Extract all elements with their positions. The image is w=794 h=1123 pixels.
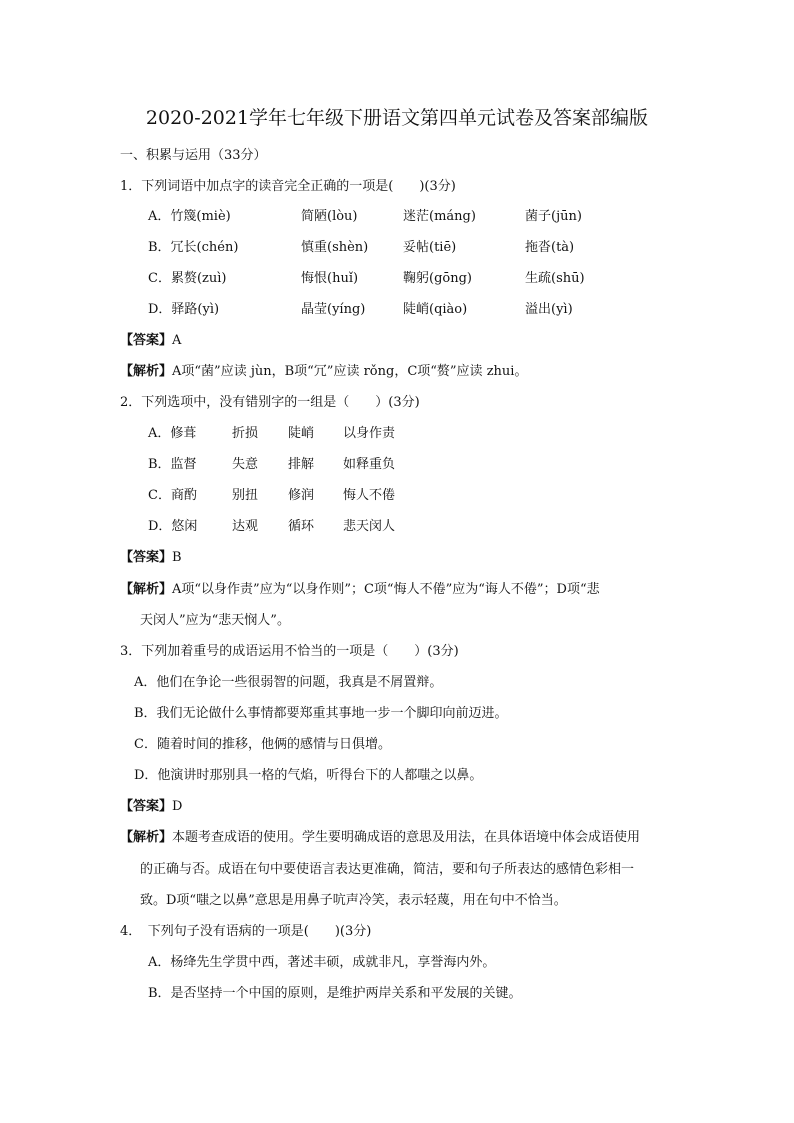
q2-option-d-4: 悲天闵人 — [343, 519, 396, 534]
question-4-stem: 4． 下列句子没有语病的一项是( )(3分) — [120, 924, 372, 939]
q1-option-b-1: B．冗长(chén) — [148, 240, 239, 255]
q1-option-a-4: 菌子(jūn) — [525, 209, 582, 224]
q3-option-c: C．随着时间的推移，他俩的感情与日俱增。 — [134, 737, 391, 752]
q1-option-c-4: 生疏(shū) — [525, 271, 585, 286]
analysis-text-line1: A项“以身作责”应为“以身作则”；C项“悔人不倦”应为“诲人不倦”；D项“悲 — [172, 582, 600, 597]
q2-analysis-line2: 天闵人”应为“悲天悯人”。 — [140, 613, 290, 628]
q2-option-c-3: 修润 — [288, 488, 315, 503]
q2-option-b-3: 排解 — [288, 457, 315, 472]
q3-analysis-line2: 的正确与否。成语在句中要使语言表达更准确，简洁，要和句子所表达的感情色彩相一 — [140, 862, 635, 877]
q2-option-a-3: 陡峭 — [288, 426, 315, 441]
q1-option-c-2: 悔恨(huǐ) — [301, 271, 359, 286]
q2-option-a-4: 以身作责 — [343, 426, 396, 441]
q1-option-d-1: D．驿路(yì) — [148, 302, 220, 317]
q3-option-b: B．我们无论做什么事情都要郑重其事地一步一个脚印向前迈进。 — [134, 706, 508, 721]
answer-value: B — [172, 550, 182, 565]
q2-option-b-2: 失意 — [232, 457, 259, 472]
q1-option-d-4: 溢出(yì) — [525, 302, 573, 317]
q2-option-a-1: A．修葺 — [148, 426, 197, 441]
q1-analysis — [120, 362, 527, 382]
q1-option-d-2: 晶莹(yíng) — [301, 302, 366, 317]
q2-option-d-1: D．悠闲 — [148, 519, 198, 534]
answer-label: 【答案】 — [120, 550, 173, 565]
q2-option-d-3: 循环 — [288, 519, 315, 534]
q4-option-b: B．是否坚持一个中国的原则，是维护两岸关系和平发展的关键。 — [148, 986, 522, 1001]
q2-option-b-1: B．监督 — [148, 457, 197, 472]
question-2-stem: 2．下列选项中，没有错别字的一组是（ ）(3分) — [120, 395, 420, 410]
analysis-label: 【解析】 — [120, 830, 173, 845]
page-title: 2020-2021学年七年级下册语文第四单元试卷及答案部编版 — [145, 107, 649, 129]
question-1-stem: 1．下列词语中加点字的读音完全正确的一项是( )(3分) — [120, 179, 456, 194]
q2-option-c-2: 别扭 — [232, 488, 259, 503]
q1-option-c-1: C．累赘(zuì) — [148, 271, 227, 286]
answer-label: 【答案】 — [120, 333, 173, 348]
answer-label: 【答案】 — [120, 799, 173, 814]
analysis-text: A项“菌”应读 jùn，B项“冗”应读 rǒng，C项“赘”应读 zhui。 — [172, 364, 528, 379]
q3-analysis-line3: 致。D项“嗤之以鼻”意思是用鼻子吭声冷笑，表示轻蔑，用在句中不恰当。 — [140, 893, 567, 908]
q2-option-d-2: 达观 — [232, 519, 259, 534]
q2-option-b-4: 如释重负 — [343, 457, 396, 472]
q1-option-a-2: 简陋(lòu) — [301, 209, 358, 224]
q2-option-c-4: 悔人不倦 — [343, 488, 396, 503]
q1-option-b-2: 慎重(shèn) — [301, 240, 369, 255]
q3-answer — [120, 797, 182, 817]
analysis-text-line1: 本题考查成语的使用。学生要明确成语的意思及用法，在具体语境中体会成语使用 — [172, 830, 641, 845]
answer-value: A — [172, 333, 182, 348]
q3-analysis — [120, 828, 640, 848]
q3-option-d: D．他演讲时那别具一格的气焰，听得台下的人都嗤之以鼻。 — [134, 768, 483, 783]
q2-option-c-1: C．商酌 — [148, 488, 197, 503]
q1-option-b-4: 拖沓(tà) — [525, 240, 575, 255]
q1-option-d-3: 陡峭(qiào) — [403, 302, 468, 317]
question-3-stem: 3．下列加着重号的成语运用不恰当的一项是（ ）(3分) — [120, 644, 459, 659]
q1-option-b-3: 妥帖(tiē) — [403, 240, 457, 255]
q2-answer — [120, 548, 182, 568]
q1-option-a-3: 迷茫(máng) — [403, 209, 476, 224]
analysis-label: 【解析】 — [120, 582, 173, 597]
q2-option-a-2: 折损 — [232, 426, 259, 441]
q1-option-c-3: 鞠躬(gōng) — [403, 271, 472, 286]
q4-option-a: A．杨绛先生学贯中西，著述丰硕，成就非凡，享誉海内外。 — [148, 955, 496, 970]
q3-option-a: A．他们在争论一些很弱智的问题，我真是不屑置辩。 — [134, 675, 443, 690]
q1-option-a-1: A．竹篾(miè) — [148, 209, 231, 224]
q1-answer — [120, 331, 181, 351]
section-heading: 一、积累与运用（33分） — [120, 148, 267, 163]
answer-value: D — [172, 799, 183, 814]
q2-analysis — [120, 580, 600, 600]
analysis-label: 【解析】 — [120, 364, 173, 379]
